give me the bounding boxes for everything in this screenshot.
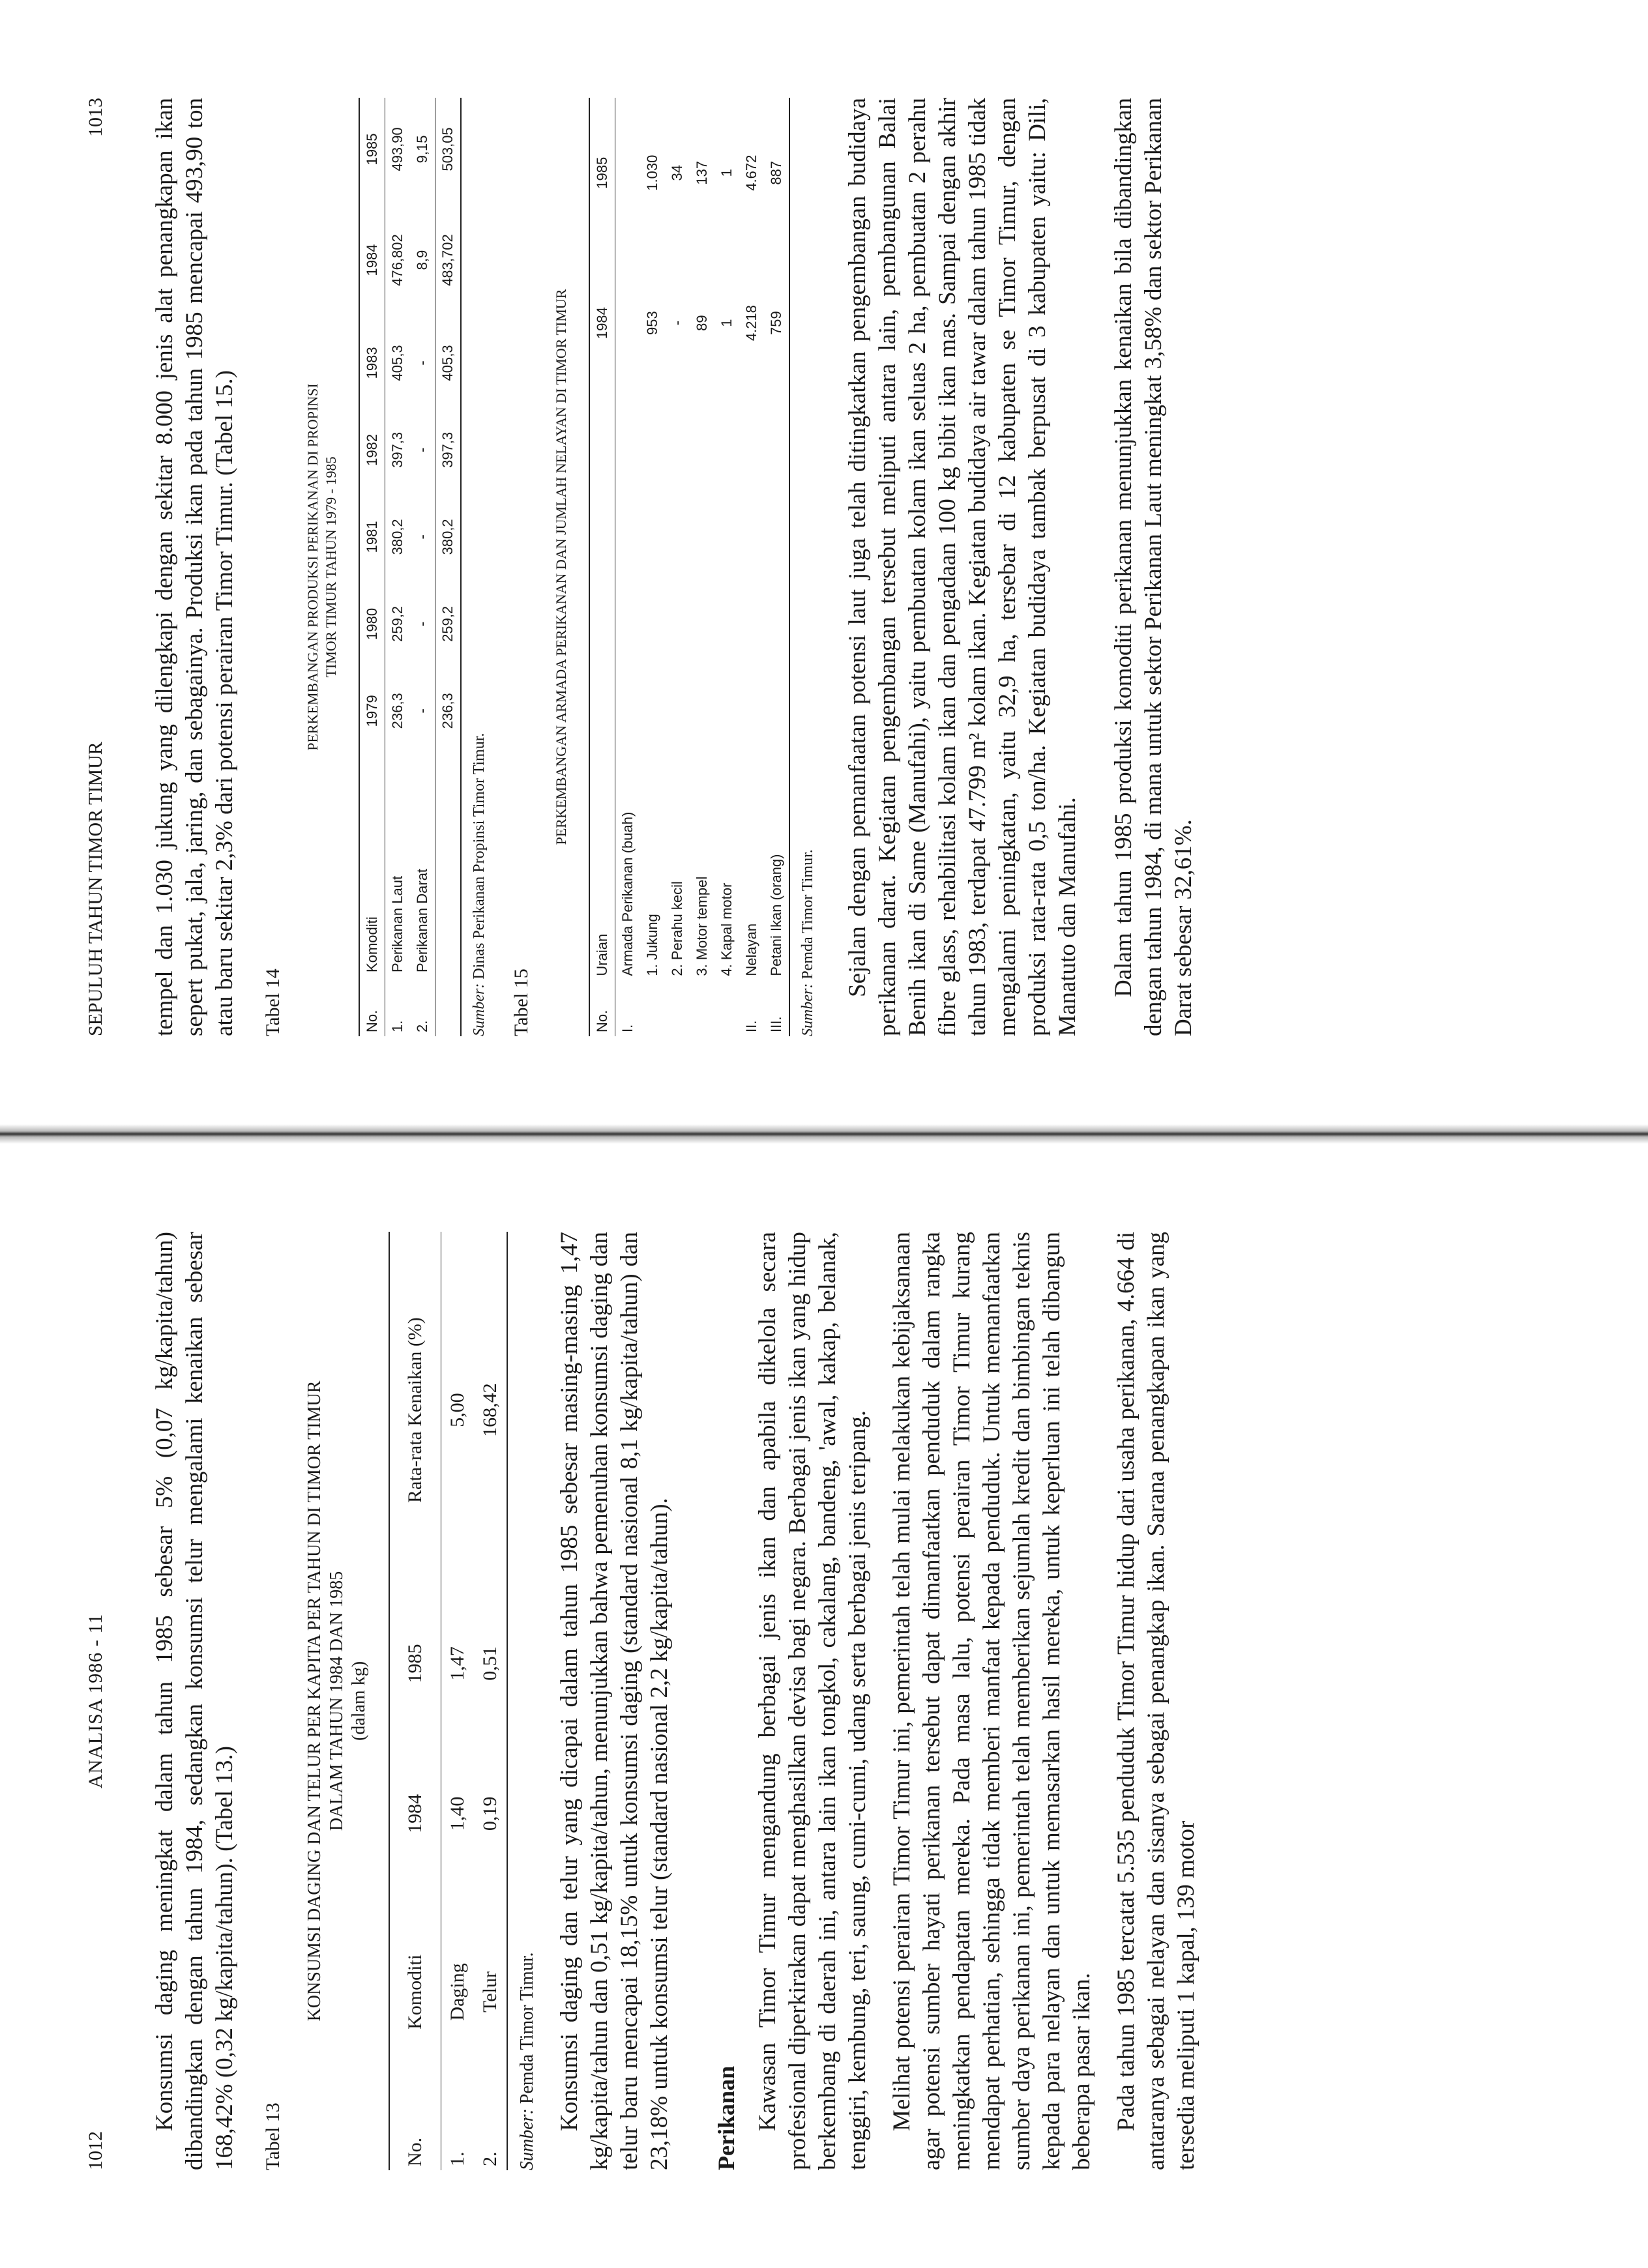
table-cell: 493,90 [389,127,405,171]
table-header-row [359,98,385,1036]
table-cell [714,980,739,1036]
table-cell: 0,51 [479,1646,501,1681]
column-header: 1985 [404,1644,426,1683]
table-cell: 2. Perahu kecil [669,881,685,976]
table-cell: I. [619,1024,636,1032]
table-title [304,1232,370,2170]
table-cell: Telur [479,1971,501,2013]
left-page-header [85,1232,111,2170]
table-cell: 4. Kapal motor [718,882,735,976]
source-label: Sumber: [471,983,488,1036]
table-cell: 380,2 [389,519,405,555]
column-header: Komoditi [404,1954,426,2029]
table-total-row [435,98,462,1036]
table-cell: 397,3 [439,431,456,468]
column-header: 1984 [364,244,380,276]
table-row [764,98,789,1036]
table-cell: 236,3 [439,693,456,729]
table-cell: 259,2 [439,605,456,642]
table-cell: - [414,447,430,453]
source-text: Pemda Timor Timur. [517,1952,537,2104]
paragraph: Melihat potensi perairan Timor Timur ini, pemerintah telah mulai melakukan kebijaksanaan agar potensi sumber hayati perikanan tersebut dapat dimanfaatkan penduduk dalam rangka meningkatkan pendapatan mereka. Pada masa lalu, potensi perairan Timor Timur kurang mendapat perhatian, sehingga tidak memberi manfaat kepada penduduk. Untuk memanfaatkan sumber daya perikanan ini, pemerintah telah memberikan sejumlah kredit dan bimbingan teknis kepada para nelayan dan untuk memasarkan hasil mereka, untuk keperluan ini telah dibangun beberapa pasar ikan. [889,1232,1095,2170]
table-title-line: (dalam kg) [349,1661,369,1741]
table-cell: 1,40 [447,1796,468,1831]
table-cell: 34 [669,164,685,181]
table-cell: 259,2 [389,605,405,642]
paragraph: Pada tahun 1985 tercatat 5.535 penduduk Timor Timur hidup dari usaha perikanan, 4.664 di antaranya sebagai nelayan dan sisanya sebagai penangkap ikan. Sarana penangkapan ikan yang tersedia meliputi 1 kapal, 139 motor [1113,1232,1199,2170]
column-header: 1983 [364,347,380,379]
table-source [471,98,488,1036]
table-cell: 8,9 [414,250,430,270]
table-cell: 759 [768,311,784,335]
table-cell: 380,2 [439,519,456,555]
table-cell: 483,702 [439,234,456,286]
table-cell: III. [768,1016,784,1032]
table-cell: 9,15 [414,135,430,164]
source-label: Sumber: [799,983,816,1036]
running-title: SEPULUH TAHUN TIMOR TIMUR [85,742,106,1036]
table-row [441,1232,475,2170]
table-cell: 1 [718,169,735,177]
right-page-body [150,98,1213,1036]
paragraph: Sejalan dengan pemanfaatan potensi laut juga telah ditingkatkan pengembangan budidaya perikanan darat. Kegiatan pengembangan tersebut meliputi antara lain, pembangunan Balai Benih ikan di Same (Manufahi), yaitu pembuatan kolam ikan seluas 2 ha, pembuatan 2 perahu fibre glass, rehabilitasi kolam ikan dan pengadaan 100 kg bibit ikan mas. Sampai dengan akhir tahun 1983, terdapat 47.799 m² kolam ikan. Kegiatan budidaya air tawar dalam tahun 1985 tidak mengalami peningkatan, yaitu 32,9 ha, tersebar di 12 kabupaten se Timor Timur, dengan produksi rata-rata 0,5 ton/ha. Kegiatan budidaya tambak berpusat di 3 kabupaten yaitu: Dili, Manatuto dan Manufahi. [844,98,1081,1036]
table-source [799,98,817,1036]
column-header: 1979 [364,695,380,727]
table-title-line: DALAM TAHUN 1984 DAN 1985 [327,1571,347,1831]
table-cell: 1. [389,1020,405,1032]
source-text: Dinas Perikanan Propinsi Timor Timur. [471,733,488,980]
table-label: Tabel 14 [262,968,284,1036]
table-cell: Nelayan [743,923,759,976]
table-cell [690,980,714,1036]
table-cell: 4.218 [743,305,759,342]
table-cell: 1.030 [644,154,660,191]
table-cell [615,98,641,248]
section-heading: Perikanan [713,2065,739,2170]
table-cell: 3. Motor tempel [694,876,710,976]
table-title [304,98,340,1036]
paragraph: Dalam tahun 1985 produksi komoditi perikanan menunjukkan kenaikan bila dibandingkan dengan tahun 1984, di mana untuk sektor Perikanan Laut meningkat 3,58% dan sektor Perikanan Darat sebesar 32,61%. [1110,98,1197,1036]
column-header: Komoditi [364,916,380,972]
table-cell: 887 [768,160,784,185]
table-cell: 2. [414,1020,430,1032]
table-cell: - [669,320,685,326]
right-page-header [85,98,111,1036]
column-header: No. [404,2137,426,2166]
table-row [385,98,411,1036]
column-header: No. [364,1010,380,1032]
table-cell: - [414,708,430,714]
table-cell: 953 [644,311,660,335]
column-header: 1984 [404,1794,426,1833]
column-header: Rata-rata Kenaikan (%) [404,1317,426,1504]
paragraph: Konsumsi daging dan telur yang dicapai dalam tahun 1985 sebesar masing-masing 1,47 kg/kapita/tahun dan 0,51 kg/kapita/tahun, menunjukkan bahwa pemenuhan konsumsi daging dan telur baru mencapai 18,15% untuk konsumsi daging (standard nasional 8,1 kg/kapita/tahun) dan 23,18% untuk konsumsi telur (standard nasional 2,2 kg/kapita/tahun). [556,1232,673,2170]
fishing-fleet-table [589,98,790,1036]
paragraph: Kawasan Timor Timur mengandung berbagai jenis ikan dan apabila dikelola secara profesional diperkirakan dapat menghasilkan devisa bagi negara. Berbagai jenis ikan yang hidup berkembang di daerah ini, antara lain ikan tongkol, cakalang, bandeng, 'awal, kakap, belanak, tenggiri, kembung, teri, saung, cumi-cumi, udang serta berbagai jenis teripang. [754,1232,871,2170]
table-cell: 4.672 [743,154,759,191]
table-cell: II. [743,1020,759,1032]
fishery-production-table [359,98,462,1036]
table-cell: 1. Jukung [644,914,660,976]
column-header: No. [594,1010,610,1032]
table-cell: - [414,360,430,366]
table-row [474,1232,507,2170]
table-row [640,98,665,1036]
table-source [517,1232,538,2170]
column-header: 1980 [364,607,380,640]
page-number: 1012 [85,2131,106,2170]
table-cell: 1,47 [447,1646,468,1681]
table-title: PERKEMBANGAN ARMADA PERIKANAN DAN JUMLAH NELAYAN DI TIMOR TIMUR [553,289,569,845]
column-header: 1985 [364,133,380,166]
table-cell [435,976,462,1036]
table-cell [665,980,690,1036]
column-header: 1985 [594,156,610,189]
table-label: Tabel 15 [510,968,532,1036]
left-page [0,1134,1648,2268]
table-cell: Petani Ikan (orang) [768,854,784,976]
table-row [665,98,690,1036]
table-cell: 137 [694,160,710,185]
paragraph: tempel dan 1.030 jukung yang dilengkapi dengan sekitar 8.000 jenis alat penangkapan ikan sepert pukat, jala, jaring, dan sebagainya. Produksi ikan pada tahun 1985 mencapai 493,90 ton atau baru sekitar 2,3% dari potensi perairan Timor Timur. (Tabel 15.) [151,98,238,1036]
page-number: 1013 [85,98,106,137]
table-cell: 405,3 [439,345,456,381]
table-cell: 236,3 [389,693,405,729]
table-label: Tabel 13 [262,2102,284,2170]
table-row [410,98,435,1036]
source-text: Pemda Timor Timur. [799,849,816,980]
table-cell: 168,42 [479,1383,501,1437]
table-cell: Perikanan Darat [414,868,430,972]
table-cell: 1 [718,319,735,327]
table-header-row [389,1232,441,2170]
table-cell: 397,3 [389,431,405,468]
table-header-row [589,98,615,1036]
source-label: Sumber: [517,2108,537,2170]
table-cell: Armada Perikanan (buah) [619,811,636,976]
table-cell: - [414,621,430,627]
column-header: 1984 [594,307,610,340]
table-body [615,98,790,1036]
table-cell: 2. [479,2151,501,2166]
column-header: Uraian [594,933,610,976]
table-row [690,98,714,1036]
table-cell: 503,05 [439,127,456,171]
table-title-line: PERKEMBANGAN PRODUKSI PERIKANAN DI PROPINSI [304,383,321,751]
column-header: 1981 [364,521,380,553]
running-title: ANALISA 1986 - 11 [85,1613,106,1789]
table-cell [615,248,641,398]
consumption-table [389,1232,508,2170]
table-cell: Daging [447,1963,468,2021]
table-cell: 5,00 [447,1393,468,1427]
left-page-body [150,1232,1216,2170]
table-cell [435,755,462,976]
table-cell: 405,3 [389,345,405,381]
table-cell: 476,802 [389,234,405,286]
table-cell: - [414,534,430,540]
column-header: 1982 [364,433,380,466]
table-row [714,98,739,1036]
table-cell: 1. [447,2151,468,2166]
table-cell: 0,19 [479,1796,501,1831]
table-title-line: KONSUMSI DAGING DAN TELUR PER KAPITA PER TAHUN DI TIMOR TIMUR [304,1380,325,2022]
table-title-line: TIMOR TIMUR TAHUN 1979 - 1985 [323,456,339,678]
paragraph: Konsumsi daging meningkat dalam tahun 1985 sebesar 5% (0,07 kg/kapita/tahun) dibandingkan dengan tahun 1984, sedangkan konsumsi telur mengalami kenaikan sebesar 168,42% (0,32 kg/kapita/tahun). (Tabel 13.) [151,1232,238,2170]
table-cell: 89 [694,315,710,331]
table-cell [640,980,665,1036]
table-row [739,98,764,1036]
table-row [615,98,641,1036]
table-cell: Perikanan Laut [389,875,405,972]
